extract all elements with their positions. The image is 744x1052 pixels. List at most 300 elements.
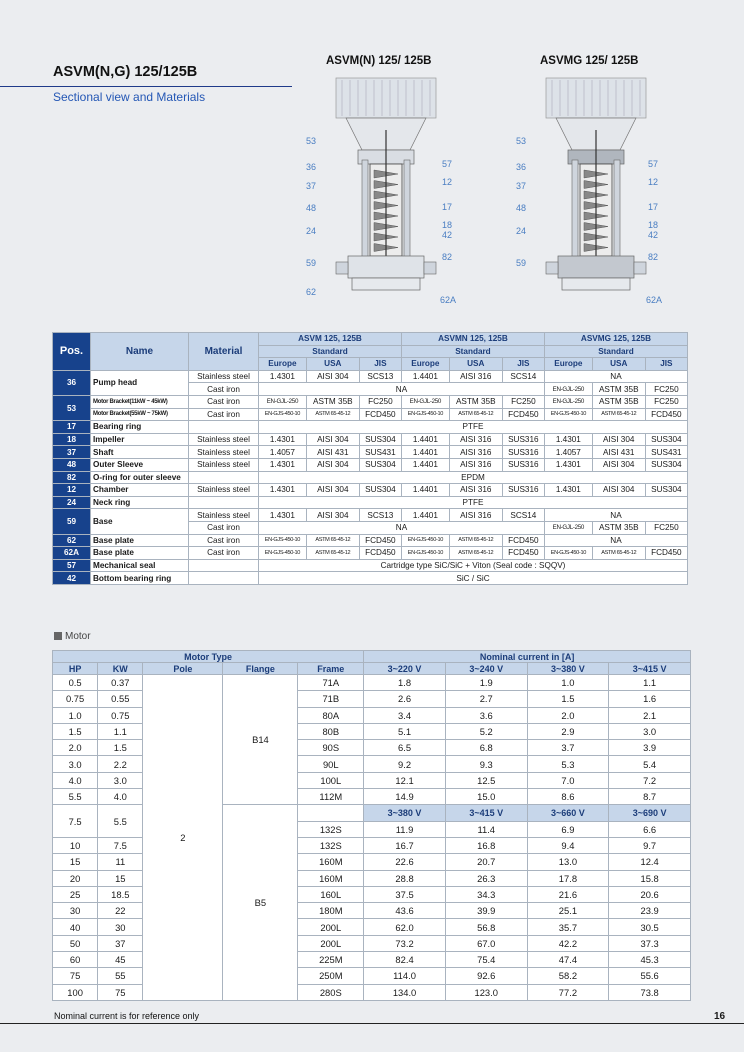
value-cell: FCD450 xyxy=(502,408,544,421)
hp-cell: 7.5 xyxy=(53,805,98,838)
pos-cell: 42 xyxy=(53,572,91,585)
kw-cell: 4.0 xyxy=(98,789,143,805)
motor-section-heading xyxy=(54,631,91,642)
value-cell: EN-GJS-450-10 xyxy=(259,547,307,560)
value-cell: AISI 316 xyxy=(449,446,502,459)
current-cell: 12.4 xyxy=(609,854,691,870)
hp-cell: 100 xyxy=(53,984,98,1000)
material-cell xyxy=(189,559,259,572)
region-header: Europe xyxy=(259,358,307,371)
frame-cell: 112M xyxy=(298,789,364,805)
all-grades-cell: PTFE xyxy=(259,421,688,434)
frame-cell: 90L xyxy=(298,756,364,772)
material-cell: Stainless steel xyxy=(189,509,259,522)
kw-cell: 1.1 xyxy=(98,723,143,739)
part-label: 17 xyxy=(648,202,659,212)
voltage-header: 3~660 V xyxy=(527,805,609,821)
value-cell: AISI 304 xyxy=(592,458,645,471)
value-cell: ASTM 65-45-12 xyxy=(449,534,502,547)
pos-cell: 24 xyxy=(53,496,91,509)
material-cell: Cast iron xyxy=(189,534,259,547)
current-cell: 15.0 xyxy=(445,789,527,805)
frame-cell: 71B xyxy=(298,691,364,707)
current-cell: 1.0 xyxy=(527,675,609,691)
diagram-title-n: ASVM(N) 125/ 125B xyxy=(326,55,432,67)
part-label: 12 xyxy=(442,177,453,187)
na-cell: NA xyxy=(544,370,687,383)
value-cell: AISI 304 xyxy=(306,433,359,446)
frame-cell: 280S xyxy=(298,984,364,1000)
frame-cell: 160M xyxy=(298,870,364,886)
current-cell: 9.4 xyxy=(527,837,609,853)
current-cell: 73.8 xyxy=(609,984,691,1000)
value-cell: SUS316 xyxy=(502,458,544,471)
standard-header: Standard xyxy=(401,345,544,358)
value-cell: 1.4301 xyxy=(544,484,592,497)
value-cell: EN-GJS-450-10 xyxy=(259,534,307,547)
value-cell: EN-GJL-250 xyxy=(259,395,307,408)
current-cell: 9.2 xyxy=(364,756,446,772)
current-cell: 11.4 xyxy=(445,821,527,837)
value-cell: SUS304 xyxy=(359,433,401,446)
current-cell: 16.8 xyxy=(445,837,527,853)
value-cell: 1.4057 xyxy=(259,446,307,459)
material-cell xyxy=(189,471,259,484)
voltage-header: 3~380 V xyxy=(364,805,446,821)
pump-sectional-diagram-g xyxy=(528,70,664,305)
motor-body xyxy=(546,78,646,118)
material-cell: Cast iron xyxy=(189,408,259,421)
value-cell: FCD450 xyxy=(502,547,544,560)
part-label: 62 xyxy=(306,287,317,297)
current-cell: 6.5 xyxy=(364,740,446,756)
hp-cell: 60 xyxy=(53,952,98,968)
hp-cell: 20 xyxy=(53,870,98,886)
frame-cell: 180M xyxy=(298,903,364,919)
current-cell: 8.7 xyxy=(609,789,691,805)
region-header: Europe xyxy=(544,358,592,371)
current-cell: 20.6 xyxy=(609,886,691,902)
current-cell: 7.0 xyxy=(527,772,609,788)
part-label: 57 xyxy=(442,159,453,169)
value-cell: SUS304 xyxy=(359,484,401,497)
part-label: 18 xyxy=(648,220,659,230)
value-cell: ASTM 35B xyxy=(592,383,645,396)
material-cell: Stainless steel xyxy=(189,433,259,446)
voltage-header: 3~415 V xyxy=(609,663,691,675)
value-cell: 1.4301 xyxy=(259,458,307,471)
value-cell: 1.4301 xyxy=(544,433,592,446)
part-label: 59 xyxy=(516,258,527,268)
part-label: 57 xyxy=(648,159,659,169)
current-cell: 6.9 xyxy=(527,821,609,837)
value-cell: ASTM 65-45-12 xyxy=(592,408,645,421)
value-cell: AISI 304 xyxy=(306,370,359,383)
current-cell: 3.4 xyxy=(364,707,446,723)
material-cell xyxy=(189,572,259,585)
current-cell: 5.4 xyxy=(609,756,691,772)
value-cell: 1.4401 xyxy=(401,484,449,497)
kw-cell: 37 xyxy=(98,935,143,951)
value-cell: SUS304 xyxy=(645,458,687,471)
kw-cell: 11 xyxy=(98,854,143,870)
name-cell: Impeller xyxy=(91,433,189,446)
name-cell: Mechanical seal xyxy=(91,559,189,572)
material-cell xyxy=(189,421,259,434)
pos-cell: 62 xyxy=(53,534,91,547)
current-cell: 82.4 xyxy=(364,952,446,968)
current-cell: 3.0 xyxy=(609,723,691,739)
frame-cell: 71A xyxy=(298,675,364,691)
pos-cell: 12 xyxy=(53,484,91,497)
tie-bolt xyxy=(572,160,578,260)
current-cell: 77.2 xyxy=(527,984,609,1000)
frame-cell: 160L xyxy=(298,886,364,902)
kw-cell: 15 xyxy=(98,870,143,886)
hp-cell: 3.0 xyxy=(53,756,98,772)
material-cell: Cast iron xyxy=(189,521,259,534)
kw-cell: 3.0 xyxy=(98,772,143,788)
current-cell: 58.2 xyxy=(527,968,609,984)
value-cell: ASTM 35B xyxy=(592,395,645,408)
value-cell: SUS431 xyxy=(359,446,401,459)
value-cell: SUS316 xyxy=(502,433,544,446)
value-cell: SCS14 xyxy=(502,509,544,522)
current-cell: 3.7 xyxy=(527,740,609,756)
current-cell: 123.0 xyxy=(445,984,527,1000)
value-cell: SUS316 xyxy=(502,484,544,497)
value-cell: AISI 316 xyxy=(449,509,502,522)
value-cell: 1.4401 xyxy=(401,446,449,459)
materials-table xyxy=(52,332,688,585)
frame-cell: 80B xyxy=(298,723,364,739)
current-cell: 11.9 xyxy=(364,821,446,837)
current-cell: 2.1 xyxy=(609,707,691,723)
region-header: JIS xyxy=(502,358,544,371)
hp-cell: 50 xyxy=(53,935,98,951)
hp-cell: 5.5 xyxy=(53,789,98,805)
part-label: 24 xyxy=(516,226,527,236)
part-label: 17 xyxy=(442,202,453,212)
voltage-header: 3~220 V xyxy=(364,663,446,675)
kw-cell: 45 xyxy=(98,952,143,968)
current-cell: 9.7 xyxy=(609,837,691,853)
value-cell: AISI 316 xyxy=(449,458,502,471)
base-plate xyxy=(562,278,630,290)
hp-cell: 0.75 xyxy=(53,691,98,707)
motor-table xyxy=(52,650,691,1001)
value-cell: FC250 xyxy=(645,521,687,534)
material-cell: Cast iron xyxy=(189,547,259,560)
na-cell: NA xyxy=(259,383,545,396)
current-cell: 1.1 xyxy=(609,675,691,691)
footnote: Nominal current is for reference only xyxy=(54,1011,200,1021)
value-cell: EN-GJS-450-10 xyxy=(401,547,449,560)
col-material: Material xyxy=(189,333,259,371)
frame-cell: 80A xyxy=(298,707,364,723)
value-cell: AISI 431 xyxy=(592,446,645,459)
part-label: 82 xyxy=(442,252,453,262)
pos-cell: 48 xyxy=(53,458,91,471)
hp-cell: 75 xyxy=(53,968,98,984)
current-cell: 56.8 xyxy=(445,919,527,935)
flange-cell: B14 xyxy=(223,675,298,805)
region-header: JIS xyxy=(359,358,401,371)
current-cell: 34.3 xyxy=(445,886,527,902)
pos-cell: 82 xyxy=(53,471,91,484)
motor-section-label: Motor xyxy=(65,631,91,642)
square-bullet-icon xyxy=(54,632,62,640)
frame-cell: 132S xyxy=(298,837,364,853)
value-cell: FCD450 xyxy=(359,408,401,421)
name-cell: Outer Sleeve xyxy=(91,458,189,471)
kw-cell: 0.37 xyxy=(98,675,143,691)
current-cell: 55.6 xyxy=(609,968,691,984)
part-label: 48 xyxy=(516,203,527,213)
value-cell: EN-GJS-450-10 xyxy=(259,408,307,421)
hp-cell: 40 xyxy=(53,919,98,935)
pos-cell: 17 xyxy=(53,421,91,434)
value-cell: 1.4401 xyxy=(401,509,449,522)
pos-cell: 37 xyxy=(53,446,91,459)
current-cell: 1.8 xyxy=(364,675,446,691)
value-cell: AISI 316 xyxy=(449,484,502,497)
base-plate xyxy=(352,278,420,290)
current-cell: 15.8 xyxy=(609,870,691,886)
value-cell: AISI 304 xyxy=(592,484,645,497)
value-cell: 1.4301 xyxy=(544,458,592,471)
name-cell: O-ring for outer sleeve xyxy=(91,471,189,484)
na-cell: NA xyxy=(259,521,545,534)
material-cell: Cast iron xyxy=(189,383,259,396)
column-header: Pole xyxy=(143,663,223,675)
current-cell: 75.4 xyxy=(445,952,527,968)
material-cell xyxy=(189,496,259,509)
current-cell: 2.0 xyxy=(527,707,609,723)
current-cell: 23.9 xyxy=(609,903,691,919)
current-cell: 12.5 xyxy=(445,772,527,788)
part-label: 36 xyxy=(306,162,317,172)
part-label: 42 xyxy=(648,230,659,240)
current-cell: 16.7 xyxy=(364,837,446,853)
voltage-header: 3~415 V xyxy=(445,805,527,821)
current-cell: 92.6 xyxy=(445,968,527,984)
value-cell: SUS304 xyxy=(645,484,687,497)
current-cell: 5.2 xyxy=(445,723,527,739)
value-cell: EN-GJS-450-10 xyxy=(544,408,592,421)
all-grades-cell: Cartridge type SiC/SiC + Viton (Seal code : SQQV) xyxy=(259,559,688,572)
column-header: Frame xyxy=(298,663,364,675)
current-cell: 67.0 xyxy=(445,935,527,951)
pump-base xyxy=(348,256,424,278)
pos-cell: 18 xyxy=(53,433,91,446)
current-cell: 2.7 xyxy=(445,691,527,707)
value-cell: AISI 304 xyxy=(306,458,359,471)
value-cell: AISI 304 xyxy=(306,509,359,522)
value-cell: 1.4301 xyxy=(259,509,307,522)
value-cell: EN-GJS-450-10 xyxy=(401,534,449,547)
frame-cell: 132S xyxy=(298,821,364,837)
pump-base xyxy=(558,256,634,278)
name-cell: Bottom bearing ring xyxy=(91,572,189,585)
current-cell: 12.1 xyxy=(364,772,446,788)
part-label: 82 xyxy=(648,252,659,262)
frame-cell: 100L xyxy=(298,772,364,788)
kw-cell: 0.55 xyxy=(98,691,143,707)
region-header: USA xyxy=(592,358,645,371)
value-cell: FCD450 xyxy=(645,408,687,421)
value-cell: 1.4401 xyxy=(401,370,449,383)
voltage-header: 3~380 V xyxy=(527,663,609,675)
part-label: 48 xyxy=(306,203,317,213)
frame-cell: 250M xyxy=(298,968,364,984)
value-cell: ASTM 35B xyxy=(592,521,645,534)
frame-cell: 200L xyxy=(298,919,364,935)
pump-sectional-diagram-n xyxy=(318,70,457,305)
current-cell: 2.9 xyxy=(527,723,609,739)
name-cell: Base xyxy=(91,509,189,534)
value-cell: AISI 316 xyxy=(449,370,502,383)
part-label: 53 xyxy=(516,136,527,146)
material-cell: Cast iron xyxy=(189,395,259,408)
value-cell: 1.4301 xyxy=(259,433,307,446)
pos-cell: 59 xyxy=(53,509,91,534)
group-header: ASVMG 125, 125B xyxy=(544,333,687,346)
current-cell: 47.4 xyxy=(527,952,609,968)
group-header: ASVMN 125, 125B xyxy=(401,333,544,346)
inlet-flange xyxy=(336,262,348,274)
name-cell: Chamber xyxy=(91,484,189,497)
value-cell: AISI 431 xyxy=(306,446,359,459)
name-cell: Base plate xyxy=(91,534,189,547)
diagram-title-g: ASVMG 125/ 125B xyxy=(540,55,639,67)
page-title: ASVM(N,G) 125/125B xyxy=(53,64,198,80)
footer-rule xyxy=(0,1023,744,1024)
value-cell: SCS13 xyxy=(359,370,401,383)
frame-cell: 160M xyxy=(298,854,364,870)
page-number: 16 xyxy=(714,1011,726,1022)
hp-cell: 25 xyxy=(53,886,98,902)
current-cell: 37.3 xyxy=(609,935,691,951)
current-cell: 35.7 xyxy=(527,919,609,935)
value-cell: FC250 xyxy=(645,383,687,396)
voltage-header: 3~240 V xyxy=(445,663,527,675)
value-cell: AISI 316 xyxy=(449,433,502,446)
frame-cell: 225M xyxy=(298,952,364,968)
material-cell: Stainless steel xyxy=(189,484,259,497)
pole-cell: 2 xyxy=(143,675,223,1001)
kw-cell: 2.2 xyxy=(98,756,143,772)
material-cell: Stainless steel xyxy=(189,370,259,383)
pos-cell: 36 xyxy=(53,370,91,395)
current-cell: 30.5 xyxy=(609,919,691,935)
kw-cell: 18.5 xyxy=(98,886,143,902)
value-cell: ASTM 65-45-12 xyxy=(306,547,359,560)
current-cell: 43.6 xyxy=(364,903,446,919)
tie-bolt xyxy=(362,160,368,260)
part-label: 36 xyxy=(516,162,527,172)
group-header: ASVM 125, 125B xyxy=(259,333,402,346)
current-cell: 8.6 xyxy=(527,789,609,805)
value-cell: FC250 xyxy=(502,395,544,408)
motor-type-header: Motor Type xyxy=(53,651,364,663)
tie-bolt xyxy=(614,160,620,260)
current-cell: 14.9 xyxy=(364,789,446,805)
value-cell: 1.4057 xyxy=(544,446,592,459)
value-cell: 1.4401 xyxy=(401,458,449,471)
value-cell: ASTM 35B xyxy=(306,395,359,408)
value-cell: ASTM 65-45-12 xyxy=(592,547,645,560)
current-cell: 6.6 xyxy=(609,821,691,837)
motor-body xyxy=(336,78,436,118)
hp-cell: 30 xyxy=(53,903,98,919)
current-cell: 114.0 xyxy=(364,968,446,984)
current-cell: 9.3 xyxy=(445,756,527,772)
standard-header: Standard xyxy=(544,345,687,358)
part-label: 12 xyxy=(648,177,659,187)
value-cell: SCS13 xyxy=(359,509,401,522)
current-cell: 22.6 xyxy=(364,854,446,870)
column-header: HP xyxy=(53,663,98,675)
part-label: 62A xyxy=(440,295,457,305)
value-cell: EN-GJL-250 xyxy=(544,521,592,534)
name-cell: Shaft xyxy=(91,446,189,459)
value-cell: EN-GJL-250 xyxy=(544,383,592,396)
current-cell: 6.8 xyxy=(445,740,527,756)
material-cell: Stainless steel xyxy=(189,458,259,471)
current-cell: 26.3 xyxy=(445,870,527,886)
kw-cell: 55 xyxy=(98,968,143,984)
current-cell: 73.2 xyxy=(364,935,446,951)
inlet-flange xyxy=(546,262,558,274)
pos-cell: 57 xyxy=(53,559,91,572)
current-cell: 25.1 xyxy=(527,903,609,919)
value-cell: 1.4401 xyxy=(401,433,449,446)
current-cell: 7.2 xyxy=(609,772,691,788)
hp-cell: 0.5 xyxy=(53,675,98,691)
na-cell: NA xyxy=(544,534,687,547)
value-cell: FCD450 xyxy=(645,547,687,560)
part-label: 37 xyxy=(516,181,527,191)
value-cell: SUS304 xyxy=(645,433,687,446)
kw-cell: 0.75 xyxy=(98,707,143,723)
current-cell: 1.5 xyxy=(527,691,609,707)
name-cell: Motor Bracket(55kW ~ 75kW) xyxy=(91,408,189,421)
value-cell: EN-GJS-450-10 xyxy=(401,408,449,421)
col-name: Name xyxy=(91,333,189,371)
name-cell: Neck ring xyxy=(91,496,189,509)
frame-cell: 200L xyxy=(298,935,364,951)
value-cell: ASTM 65-45-12 xyxy=(306,534,359,547)
part-label: 62A xyxy=(646,295,663,305)
current-cell: 5.1 xyxy=(364,723,446,739)
outlet-flange xyxy=(634,262,646,274)
value-cell: FCD450 xyxy=(359,547,401,560)
value-cell: EN-GJL-250 xyxy=(401,395,449,408)
current-cell: 17.8 xyxy=(527,870,609,886)
column-header: KW xyxy=(98,663,143,675)
name-cell: Bearing ring xyxy=(91,421,189,434)
all-grades-cell: SiC / SiC xyxy=(259,572,688,585)
current-cell: 3.9 xyxy=(609,740,691,756)
value-cell: ASTM 35B xyxy=(449,395,502,408)
current-cell: 39.9 xyxy=(445,903,527,919)
frame-cell: 90S xyxy=(298,740,364,756)
region-header: USA xyxy=(449,358,502,371)
standard-header: Standard xyxy=(259,345,402,358)
current-cell: 37.5 xyxy=(364,886,446,902)
value-cell: 1.4301 xyxy=(259,370,307,383)
